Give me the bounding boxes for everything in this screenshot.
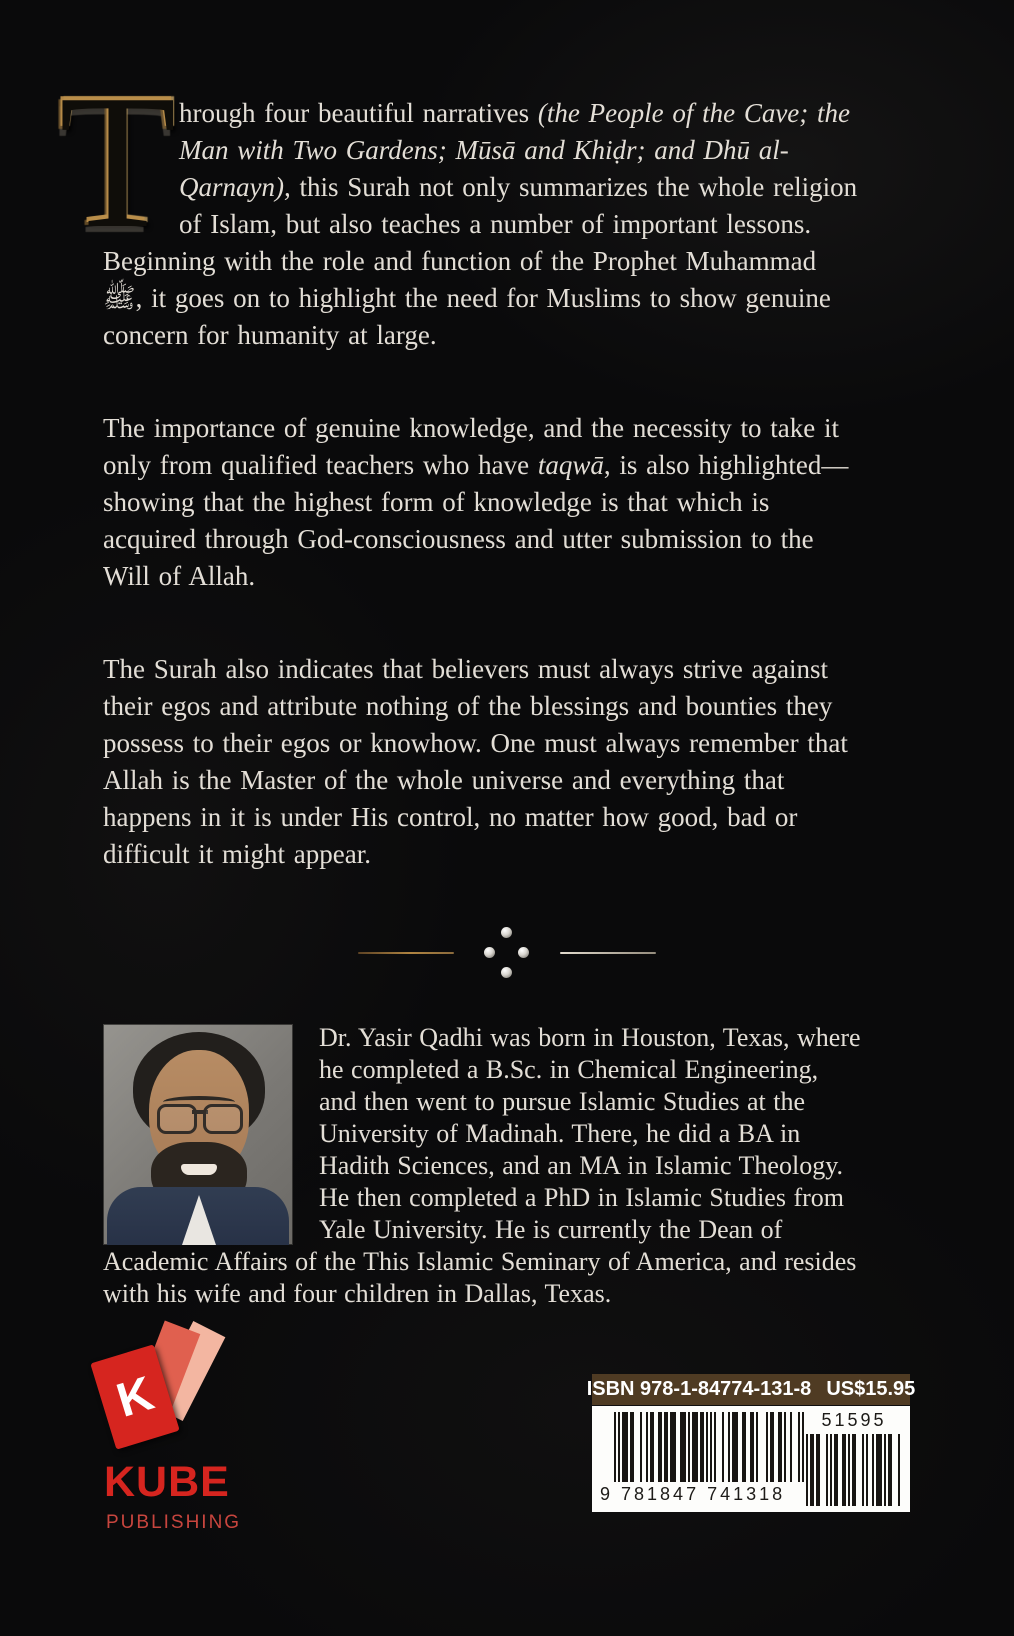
portrait-smile — [181, 1164, 217, 1175]
dot-right — [518, 947, 529, 958]
divider-diamond-dots-icon — [484, 927, 530, 979]
blurb-paragraph-1-text: hrough four beautiful narratives (the People of the Cave; the Man with Two Gardens; Mūsā and Khiḍr; and Dhū al-Qarnayn), this Surah not only summarizes the whole religion of Islam, but also teaches a number of important lessons. Beginning with the role and function of the Prophet Muhammad ﷺ, it goes on to highlight the need for Muslims to show genuine concern for humanity at large. — [103, 98, 858, 350]
logo-letter-k: K — [110, 1366, 160, 1428]
divider-line-right — [560, 952, 656, 954]
supplement-bars — [806, 1434, 900, 1506]
blurb-paragraph-3: The Surah also indicates that believers must always strive against their egos and attribute nothing of the blessings and bounties they possess to their egos or knowhow. One must always remember that Allah is the Master of the whole universe and everything that happens in it is under His control, no matter how good, bad or difficult it might appear. — [103, 654, 848, 869]
blurb-paragraph-2: The importance of genuine knowledge, and the necessity to take it only from qualified teachers who have taqwā, is also highlighted—showing that the highest form of knowledge is that which is acquired through God-consciousness and utter submission to the Will of Allah. — [103, 413, 849, 591]
publisher-name: KUBE — [104, 1458, 230, 1506]
ean-barcode — [600, 1412, 806, 1506]
divider-ornament — [0, 923, 1014, 983]
author-bio: Dr. Yasir Qadhi was born in Houston, Texas, where he completed a B.Sc. in Chemical Engineering, and then went to pursue Islamic Studies at the University of Madinah. There, he did a BA in Hadith Sciences, and an MA in Islamic Theology. He then completed a PhD in Islamic Studies from Yale University. He is currently the Dean of Academic Affairs of the This Islamic Seminary of America, and resides with his wife and four children in Dallas, Texas. — [103, 1023, 861, 1308]
price-label: US$15.95 — [826, 1378, 916, 1400]
publisher-tagline: PUBLISHING — [106, 1512, 242, 1533]
divider-line-left — [358, 952, 454, 954]
author-photo — [103, 1024, 293, 1245]
author-section — [103, 1022, 863, 1310]
blurb-paragraph-1 — [59, 55, 863, 354]
barcode-box — [592, 1406, 910, 1512]
ean-digits: 9 781847 741318 — [600, 1484, 786, 1504]
blurb-section — [59, 55, 863, 873]
dot-bottom — [501, 967, 512, 978]
dot-top — [501, 927, 512, 938]
dot-left — [484, 947, 495, 958]
isbn-number: ISBN 978-1-84774-131-8 — [586, 1378, 812, 1400]
ean-bars — [614, 1412, 804, 1482]
portrait-shirt — [182, 1195, 216, 1245]
kube-logo-icon — [100, 1322, 224, 1456]
barcode-block — [586, 1374, 916, 1512]
dropcap-letter-t: T — [59, 55, 177, 268]
supplement-digits: 51595 — [821, 1410, 887, 1430]
supplement-barcode — [806, 1410, 902, 1506]
portrait-glasses — [157, 1104, 243, 1130]
publisher-logo — [100, 1322, 250, 1534]
isbn-strip — [586, 1374, 916, 1405]
